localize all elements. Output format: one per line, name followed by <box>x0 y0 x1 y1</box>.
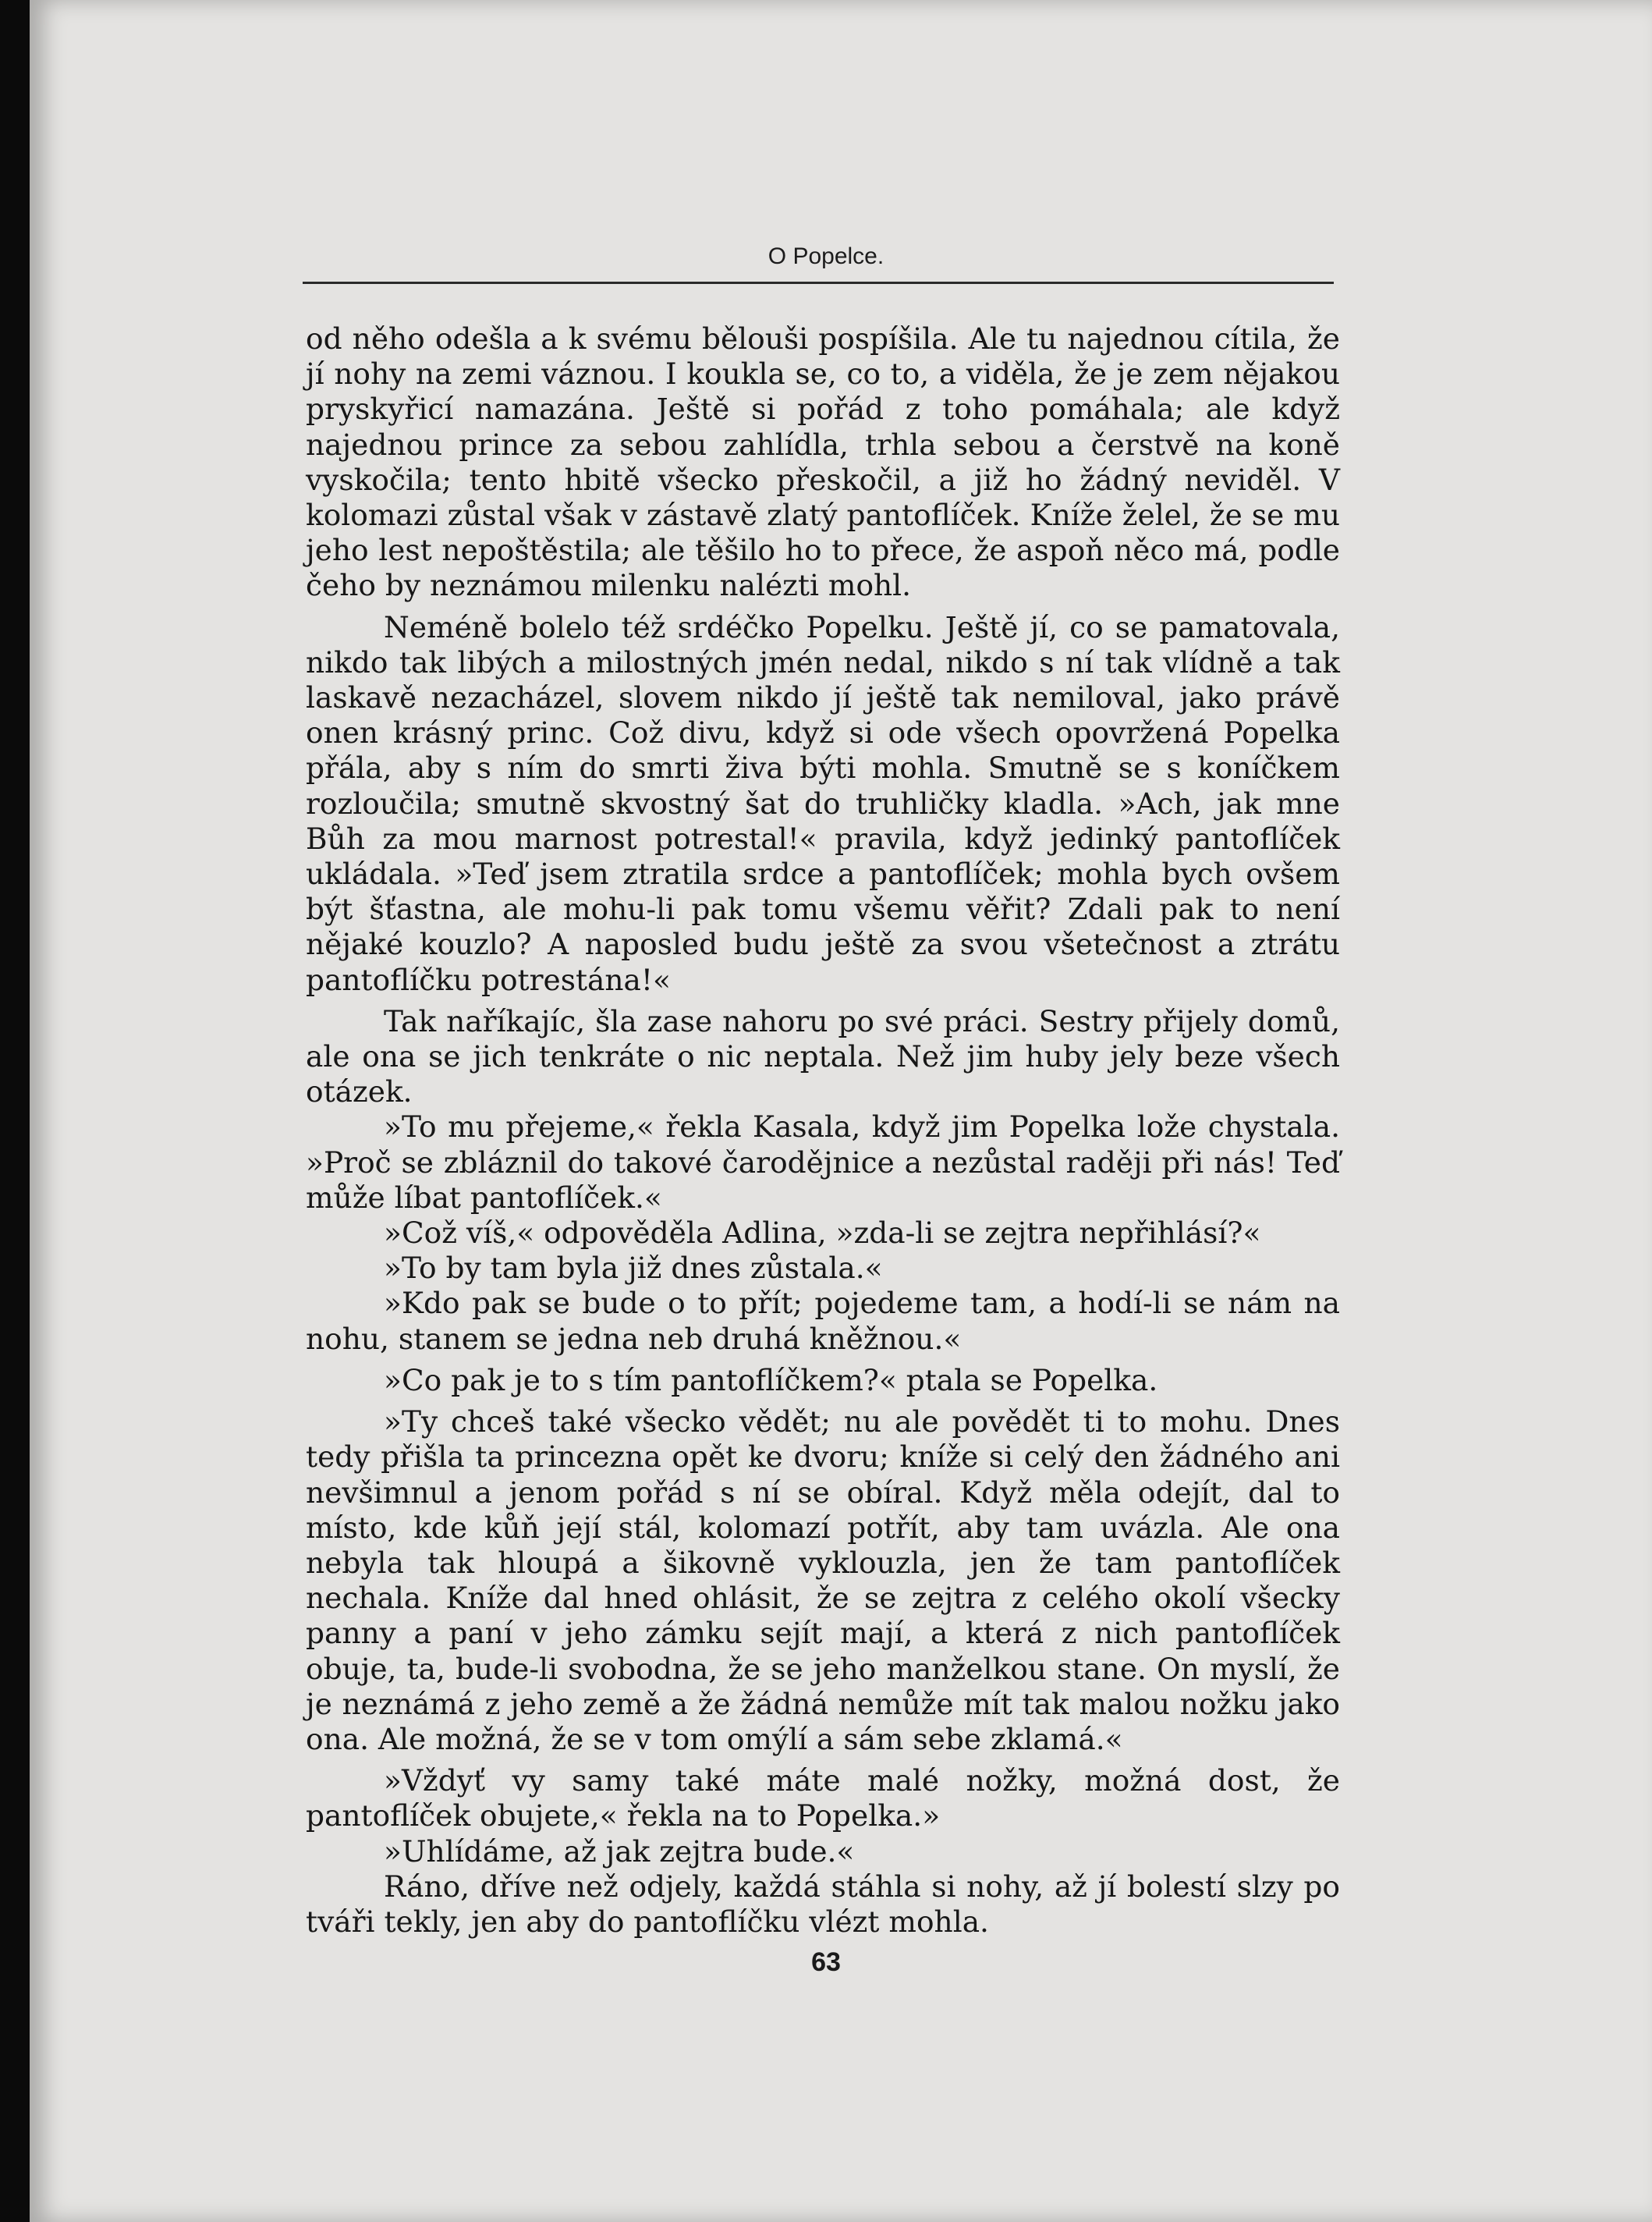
header-rule <box>303 282 1334 284</box>
paragraph: »Vždyť vy samy také máte malé nožky, možná dost, že pantoflíček obujete,« řekla na to Popelka.» <box>306 1763 1340 1833</box>
paragraph: Tak naříkajíc, šla zase nahoru po své práci. Sestry přijely domů, ale ona se jich tenkráte o nic neptala. Než jim huby jely beze všech otázek. <box>306 1003 1340 1109</box>
paragraph: »Kdo pak se bude o to přít; pojedeme tam, a hodí-li se nám na nohu, stanem se jedna neb druhá kněžnou.« <box>306 1286 1340 1356</box>
paragraph: Neméně bolelo též srdéčko Popelku. Ještě jí, co se pamatovala, nikdo tak libých a milostných jmén nedal, nikdo s ní tak vlídně a tak laskavě nezacházel, slovem nikdo jí ještě tak nemiloval, jako právě onen krásný princ. Což divu, když si ode všech opovržená Popelka přála, aby s ním do smrti živa býti mohla. Smutně se s koníčkem rozloučila; smutně skvostný šat do truhličky kladla. »Ach, jak mne Bůh za mou marnost potrestal!« pravila, když jedinký pantoflíček ukládala. »Teď jsem ztratila srdce a pantoflíček; mohla bych ovšem být šťastna, ale mohu-li pak tomu všemu věřit? Zdali pak to není nějaké kouzlo? A naposled budu ještě za svou všetečnost a ztrátu pantoflíčku potrestána!« <box>306 609 1340 997</box>
paragraph: »Co pak je to s tím pantoflíčkem?« ptala se Popelka. <box>384 1362 1158 1397</box>
paragraph: »Uhlídáme, až jak zejtra bude.« <box>384 1833 855 1869</box>
page-number: 63 <box>811 1947 841 1977</box>
paragraph: »Což víš,« odpověděla Adlina, »zda-li se zejtra nepřihlásí?« <box>384 1216 1261 1251</box>
body-text <box>306 321 1340 1940</box>
paragraph: »Ty chceš také všecko vědět; nu ale povědět ti to mohu. Dnes tedy přišla ta princezna opět ke dvoru; kníže si celý den žádného ani nevšimnul a jenom pořád s ní se obíral. Když měla odejít, dal to místo, kde kůň její stál, kolomazí potřít, aby tam uvázla. Ale ona nebyla tak hloupá a šikovně vyklouzla, jen že tam pantoflíček nechala. Kníže dal hned ohlásit, že se zejtra z celého okolí všecky panny a paní v jeho zámku sejít mají, a která z nich pantoflíček obuje, ta, bude-li svobodna, že se jeho manželkou stane. On myslí, že je neznámá z jeho země a že žádná nemůže mít tak malou nožku jako ona. Ale možná, že se v tom omýlí a sám sebe zklamá.« <box>306 1404 1340 1756</box>
paragraph: »To mu přejeme,« řekla Kasala, když jim Popelka lože chystala. »Proč se zbláznil do takové čarodějnice a nezůstal raději při nás! Teď může líbat pantoflíček.« <box>306 1109 1340 1215</box>
paragraph: od něho odešla a k svému bělouši pospíšila. Ale tu najednou cítila, že jí nohy na zemi váznou. I koukla se, co to, a viděla, že je zem nějakou pryskyřicí namazána. Ještě si pořád z toho pomáhala; ale když najednou prince za sebou zahlídla, trhla sebou a čerstvě na koně vyskočila; tento hbitě všecko přeskočil, a již ho žádný neviděl. V kolomazi zůstal však v zástavě zlatý pantoflíček. Kníže želel, že se mu jeho lest nepoštěstila; ale těšilo ho to přece, že aspoň něco má, podle čeho by neznámou milenku nalézti mohl. <box>306 321 1340 603</box>
running-header: O Popelce. <box>768 243 884 269</box>
paragraph: Ráno, dříve než odjely, každá stáhla si nohy, až jí bolestí slzy po tváři tekly, jen aby do pantoflíčku vlézt mohla. <box>306 1869 1340 1939</box>
paragraph: »To by tam byla již dnes zůstala.« <box>384 1251 883 1286</box>
